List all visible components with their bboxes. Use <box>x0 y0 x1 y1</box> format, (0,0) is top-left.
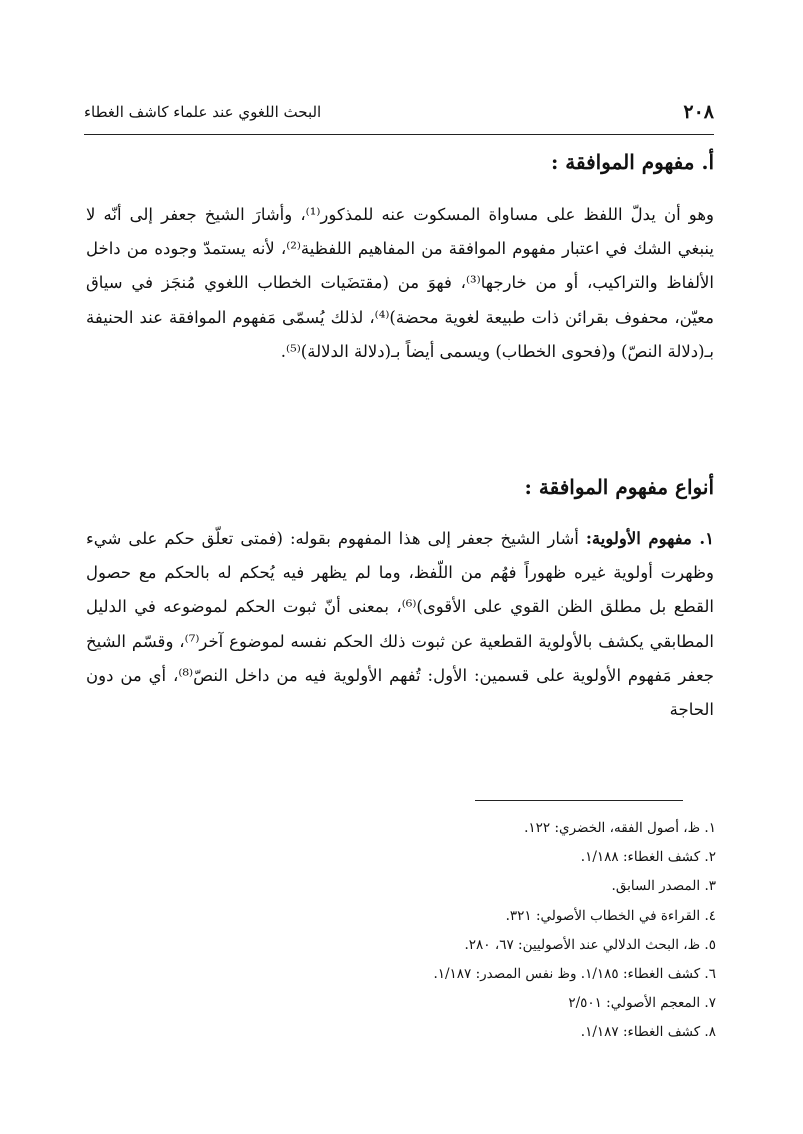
body-paragraph-agreement: وهو أن يدلّ اللفظ على مساواة المسكوت عنه للمذكور⁽¹⁾، وأشارَ الشيخ جعفر إلى أنّه لا ينبغي الشك في اعتبار مفهوم الموافقة من المفاهيم اللفظية⁽²⁾، لأنه يستمدّ وجوده من داخل الألفاظ والتراكيب، أو من خارجها⁽³⁾، فهوَ من (مقتضَيات الخطاب اللغوي مُنجَز في سياق معيّن، محفوف بقرائن ذات طبيعة لغوية محضة)⁽⁴⁾، لذلك يُسمّى مَفهوم الموافقة عند الحنيفة بـ(دلالة النصّ) و(فحوى الخطاب) ويسمى أيضاً بـ(دلالة الدلالة)⁽⁵⁾. <box>86 205 715 361</box>
item-text-priority: أشار الشيخ جعفر إلى هذا المفهوم بقوله: (فمتى تعلّق حكم على شيء وظهرت أولوية غيره ظهوراً فهُم من اللّفظ، وما لم يظهر فيه يُحكم له بالحكم مع حصول القطع بل مطلق الظن القوي على الأقوى)⁽⁶⁾، بمعنى أنّ ثبوت الحكم لموضوعه في الدليل المطابقي يكشف بالأولوية القطعية عن ثبوت ذلك الحكم نفسه لموضوع آخر⁽⁷⁾، وقسّم الشيخ جعفر مَفهوم الأولوية على قسمين: الأول: تُفهم الأولوية فيه من داخل النصّ⁽⁸⁾، أي من دون الحاجة <box>86 529 714 720</box>
footnote-rule <box>475 800 683 801</box>
running-header-title: البحث اللغوي عند علماء كاشف الغطاء <box>84 103 322 121</box>
footnote: ٥. ظ، البحث الدلالي عند الأصوليين: ٦٧، ٢٨٠. <box>464 936 716 953</box>
header-rule <box>84 134 714 135</box>
footnote: ٨. كشف الغطاء: ١/١٨٧. <box>580 1024 716 1041</box>
footnote: ٢. كشف الغطاء: ١/١٨٨. <box>580 849 716 866</box>
footnote: ١. ظ، أصول الفقه، الخضري: ١٢٢. <box>524 820 716 836</box>
footnote: ٧. المعجم الأصولي: ٢/٥٠١ <box>568 995 716 1012</box>
footnote: ٣. المصدر السابق. <box>611 878 716 895</box>
body-paragraph-priority <box>86 522 714 727</box>
running-header <box>84 92 714 132</box>
footnote: ٤. القراءة في الخطاب الأصولي: ٣٢١. <box>505 907 716 924</box>
footnote: ٦. كشف الغطاء: ١/١٨٥. وظ نفس المصدر: ١/١٨٧. <box>433 965 716 982</box>
item-lead-priority: ١. مفهوم الأولوية: <box>585 529 714 548</box>
section-heading-agreement-concept: أ. مفهوم الموافقة : <box>550 150 714 174</box>
section-heading-agreement-types: أنواع مفهوم الموافقة : <box>524 475 714 499</box>
footnotes-list <box>156 814 716 1048</box>
page-number: ٢٠٨ <box>683 101 714 123</box>
